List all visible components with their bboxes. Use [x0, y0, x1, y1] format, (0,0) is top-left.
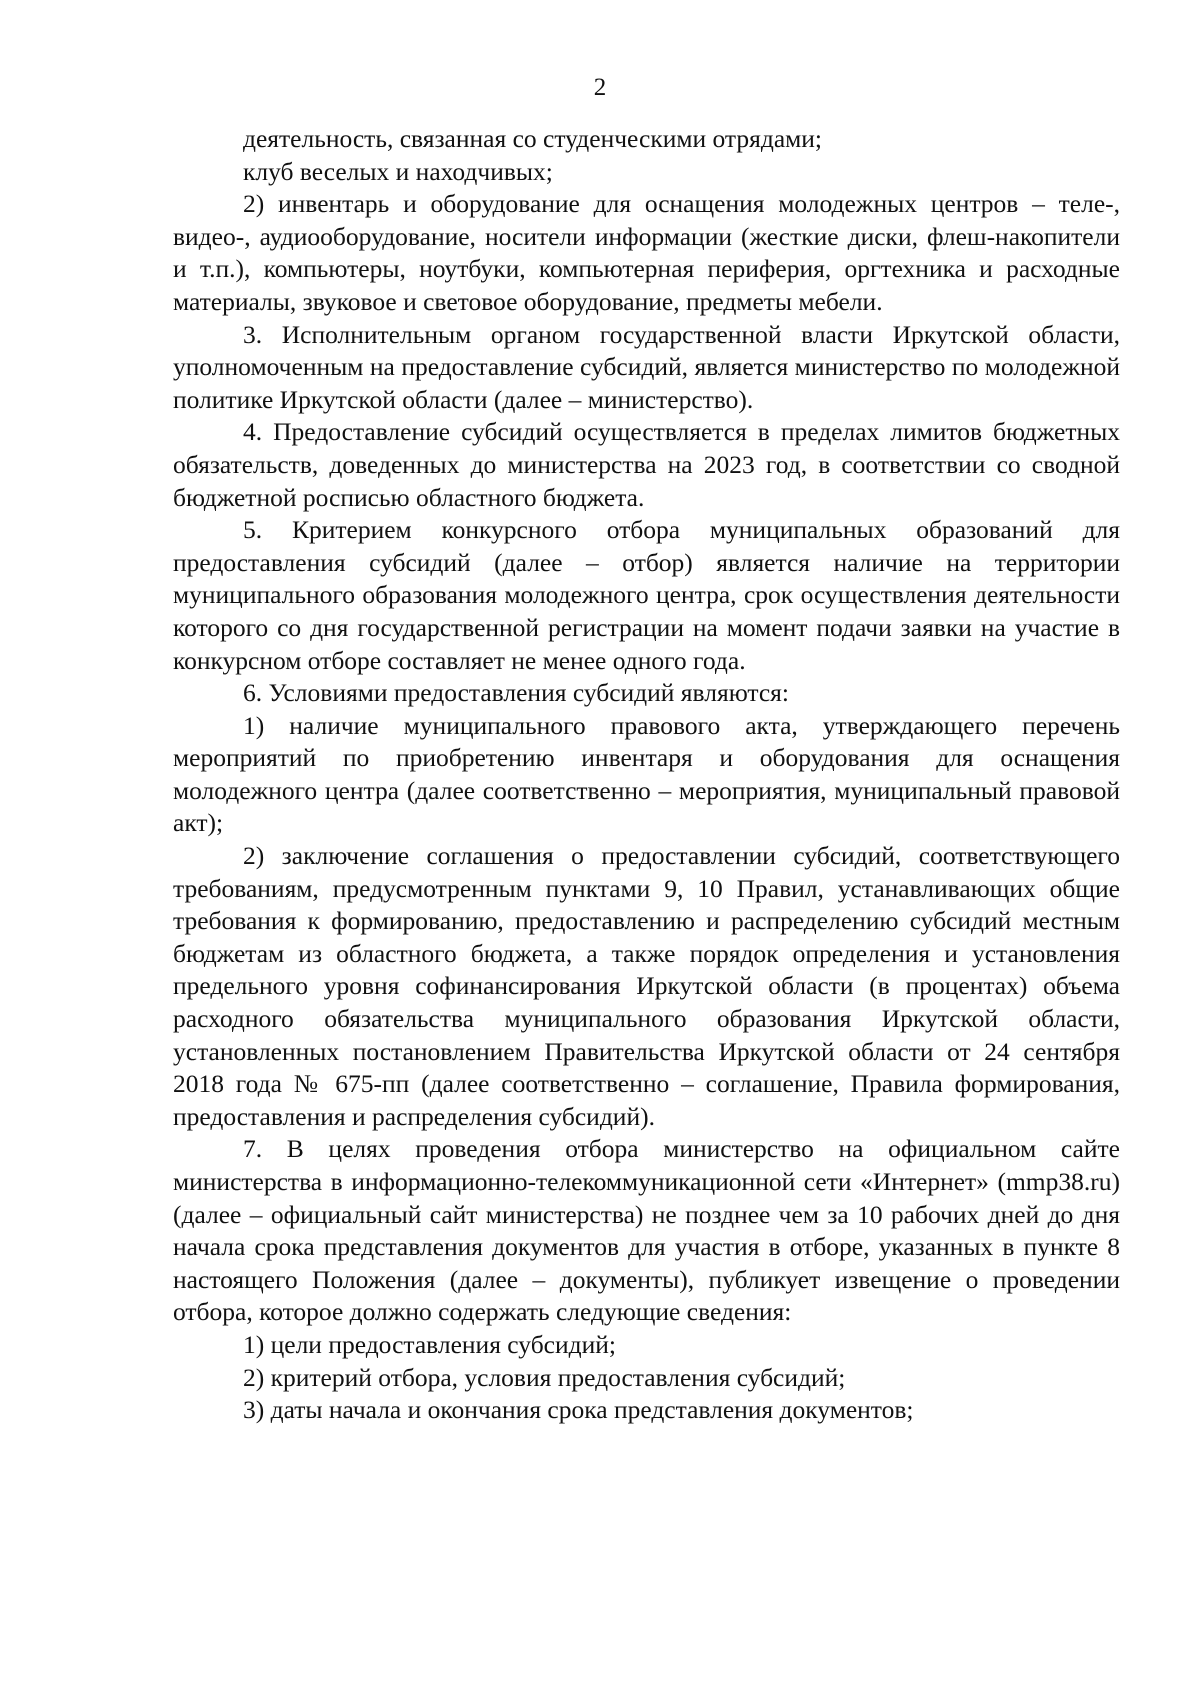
paragraph: 1) цели предоставления субсидий;: [243, 1329, 616, 1359]
paragraph: 2) заключение соглашения о предоставлении субсидий, соответствующего требованиям, предусмотренным пунктами 9, 10 Правил, устанавливающих общие требования к формированию, предоставлению и распределению субсидий местным бюджетам из областного бюджета, а также порядок определения и установления предельного уровня софинансирования Иркутской области (в процентах) объема расходного обязательства муниципального образования Иркутской области, установленных постановлением Правительства Иркутской области от 24 сентября 2018 года № 675-пп (далее соответственно – соглашение, Правила формирования, предоставления и распределения субсидий).: [173, 841, 1120, 1131]
document-body: [173, 123, 1120, 1427]
paragraph: 4. Предоставление субсидий осуществляется в пределах лимитов бюджетных обязательств, доведенных до министерства на 2023 год, в соответствии со сводной бюджетной росписью областного бюджета.: [173, 417, 1120, 512]
paragraph: 7. В целях проведения отбора министерство на официальном сайте министерства в информационно-телекоммуникационной сети «Интернет» (mmp38.ru) (далее – официальный сайт министерства) не позднее чем за 10 рабочих дней до дня начала срока представления документов для участия в отборе, указанных в пункте 8 настоящего Положения (далее – документы), публикует извещение о проведении отбора, которое должно содержать следующие сведения:: [173, 1134, 1120, 1327]
page-number: 2: [593, 74, 607, 101]
paragraph: 3. Исполнительным органом государственной власти Иркутской области, уполномоченным на предоставление субсидий, является министерство по молодежной политике Иркутской области (далее – министерство).: [173, 319, 1120, 414]
paragraph: 3) даты начала и окончания срока представления документов;: [243, 1395, 914, 1425]
paragraph: 2) критерий отбора, условия предоставления субсидий;: [243, 1362, 846, 1392]
paragraph: 5. Критерием конкурсного отбора муниципальных образований для предоставления субсидий (далее – отбор) является наличие на территории муниципального образования молодежного центра, срок осуществления деятельности которого со дня государственной регистрации на момент подачи заявки на участие в конкурсном отборе составляет не менее одного года.: [173, 515, 1120, 675]
paragraph: клуб веселых и находчивых;: [243, 156, 553, 186]
paragraph: 6. Условиями предоставления субсидий являются:: [243, 678, 789, 708]
paragraph: 1) наличие муниципального правового акта, утверждающего перечень мероприятий по приобретению инвентаря и оборудования для оснащения молодежного центра (далее соответственно – мероприятия, муниципальный правовой акт);: [173, 710, 1120, 838]
paragraph: деятельность, связанная со студенческими отрядами;: [243, 124, 823, 153]
paragraph: 2) инвентарь и оборудование для оснащения молодежных центров – теле-, видео-, аудиооборудование, носители информации (жесткие диски, флеш-накопители и т.п.), компьютеры, ноутбуки, компьютерная периферия, оргтехника и расходные материалы, звуковое и световое оборудование, предметы мебели.: [173, 189, 1120, 316]
